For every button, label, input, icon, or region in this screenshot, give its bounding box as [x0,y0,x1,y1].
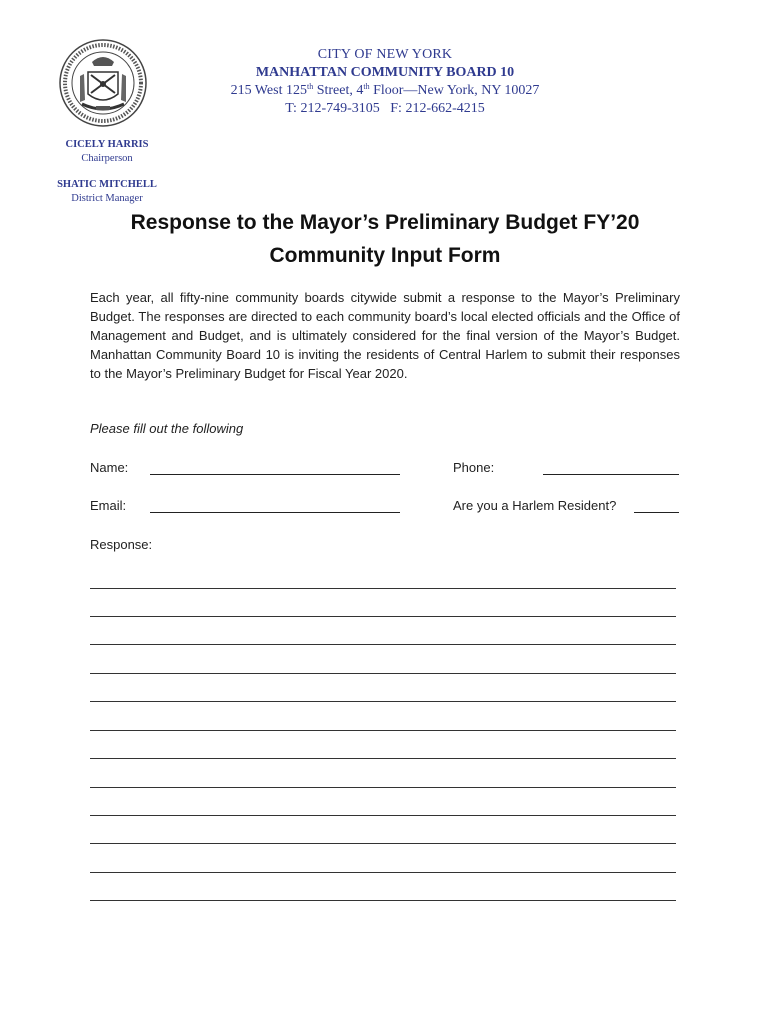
response-line[interactable] [90,701,676,702]
manager-name: SHATIC MITCHELL [57,179,157,190]
response-line[interactable] [90,673,676,674]
response-line[interactable] [90,900,676,901]
title-line-2: Community Input Form [269,244,501,267]
chair-name: CICELY HARRIS [65,139,149,150]
city-seal-logo [58,38,148,128]
email-label: Email: [90,498,127,513]
name-field[interactable] [150,474,400,475]
board-name: MANHATTAN COMMUNITY BOARD 10 [255,65,515,80]
document-title [90,206,680,272]
chair-role: Chairperson [81,153,133,164]
resident-field[interactable] [634,512,679,513]
response-line[interactable] [90,872,676,873]
phone-field[interactable] [543,474,679,475]
response-line[interactable] [90,616,676,617]
letterhead [190,46,580,118]
phone-label: Phone: [453,460,495,475]
city-name: CITY OF NEW YORK [317,47,453,62]
phone-fax: T: 212-749-3105 F: 212-662-4215 [285,101,485,116]
response-line[interactable] [90,815,676,816]
address: 215 West 125th Street, 4th Floor—New York, NY 10027 [230,82,540,98]
response-line[interactable] [90,730,676,731]
district-manager-block [44,178,170,206]
manager-role: District Manager [71,193,143,204]
instruction-text: Please fill out the following [90,421,244,436]
name-label: Name: [90,460,129,475]
title-line-1: Response to the Mayor’s Preliminary Budget FY’20 [130,211,640,234]
response-line[interactable] [90,787,676,788]
response-line[interactable] [90,588,676,589]
response-line[interactable] [90,644,676,645]
chairperson-block [44,138,170,166]
email-field[interactable] [150,512,400,513]
response-label: Response: [90,537,153,552]
response-line[interactable] [90,843,676,844]
response-line[interactable] [90,758,676,759]
intro-paragraph: Each year, all fifty-nine community boards citywide submit a response to the Mayor’s Preliminary Budget. The responses are directed to each community board’s local elected officials and the Office of Management and Budget, and is ultimately considered for the final version of the Mayor’s Budget. Manhattan Community Board 10 is inviting the residents of Central Harlem to submit their responses to the Mayor’s Preliminary Budget for Fiscal Year 2020. [90,290,680,381]
resident-label: Are you a Harlem Resident? [453,498,617,513]
